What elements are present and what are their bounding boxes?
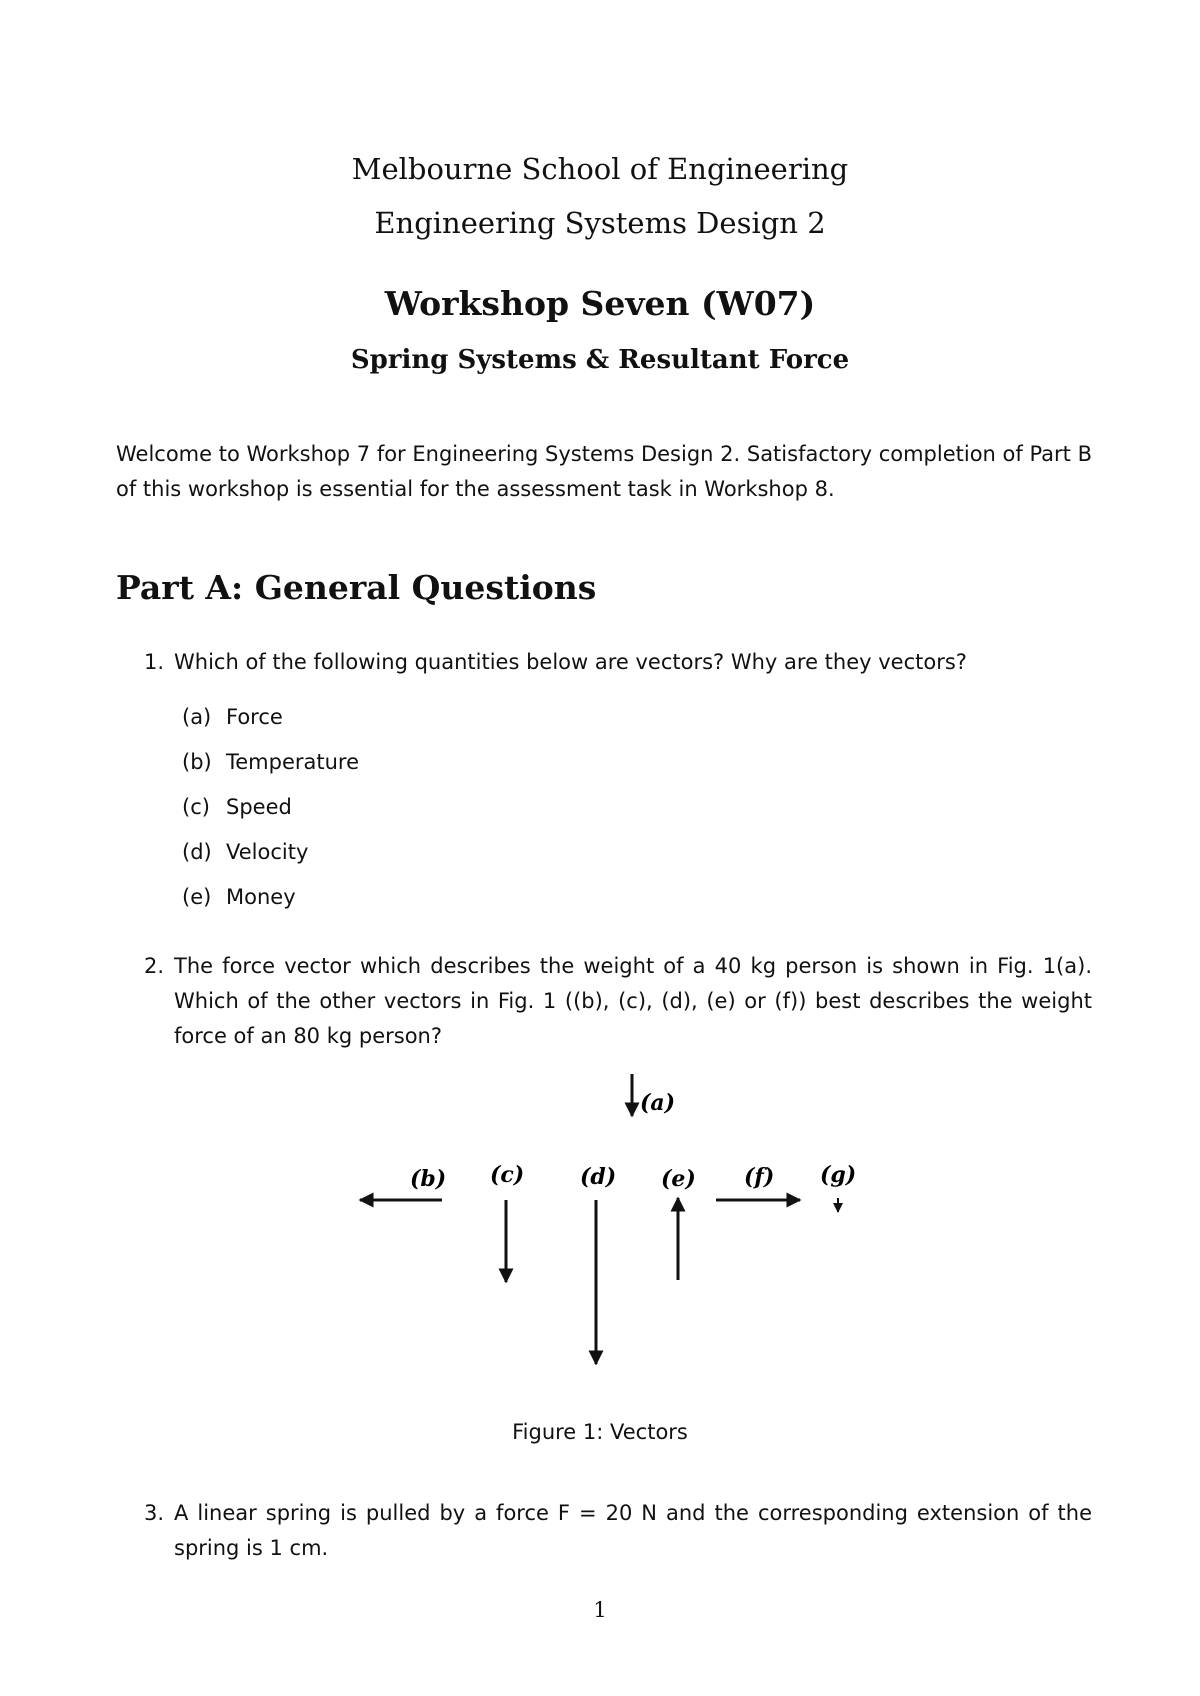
option-b bbox=[182, 750, 359, 774]
part-a-heading: Part A: General Questions bbox=[116, 568, 597, 607]
vector-e-label: (e) bbox=[661, 1166, 696, 1192]
option-a-label: (a) bbox=[182, 705, 212, 729]
vector-f-label: (f) bbox=[744, 1164, 775, 1190]
option-e bbox=[182, 885, 296, 909]
option-d-label: (d) bbox=[182, 840, 212, 864]
option-a-text: Force bbox=[226, 705, 283, 729]
option-b-text: Temperature bbox=[226, 750, 360, 774]
vector-c-label: (c) bbox=[490, 1162, 525, 1188]
question-2-text: The force vector which describes the weight of a 40 kg person is shown in Fig. 1(a). Which of the other vectors in Fig. 1 ((b), (c), (d), (e) or (f)) best describes the weight force of an 80 kg person? bbox=[174, 954, 1092, 1048]
figure-caption: Figure 1: Vectors bbox=[512, 1420, 688, 1444]
school-name: Melbourne School of Engineering bbox=[351, 152, 849, 186]
option-a bbox=[182, 705, 283, 729]
vector-b-label: (b) bbox=[410, 1166, 447, 1192]
option-c-text: Speed bbox=[226, 795, 292, 819]
intro-paragraph: Welcome to Workshop 7 for Engineering Systems Design 2. Satisfactory completion of Part B of this workshop is essential for the assessment task in Workshop 8. bbox=[116, 442, 1092, 501]
question-1-text: Which of the following quantities below are vectors? Why are they vectors? bbox=[174, 650, 967, 674]
workshop-subtitle: Spring Systems & Resultant Force bbox=[350, 345, 850, 375]
vector-d-label: (d) bbox=[580, 1164, 617, 1190]
option-e-text: Money bbox=[226, 885, 296, 909]
question-3-text: A linear spring is pulled by a force F = 20 N and the corresponding extension of the spring is 1 cm. bbox=[174, 1501, 1092, 1560]
option-b-label: (b) bbox=[182, 750, 212, 774]
option-d bbox=[182, 840, 308, 864]
workshop-title: Workshop Seven (W07) bbox=[384, 284, 816, 323]
question-3-number: 3. bbox=[144, 1501, 165, 1525]
option-c bbox=[182, 795, 292, 819]
option-d-text: Velocity bbox=[226, 840, 309, 864]
course-name: Engineering Systems Design 2 bbox=[374, 206, 826, 240]
vector-g-label: (g) bbox=[820, 1162, 857, 1188]
option-e-label: (e) bbox=[182, 885, 212, 909]
option-c-label: (c) bbox=[182, 795, 210, 819]
question-1-number: 1. bbox=[144, 650, 165, 674]
vectors-figure bbox=[0, 1060, 1200, 1380]
page-number: 1 bbox=[593, 1598, 607, 1622]
question-2-number: 2. bbox=[144, 954, 165, 978]
vector-a-label: (a) bbox=[640, 1090, 676, 1116]
